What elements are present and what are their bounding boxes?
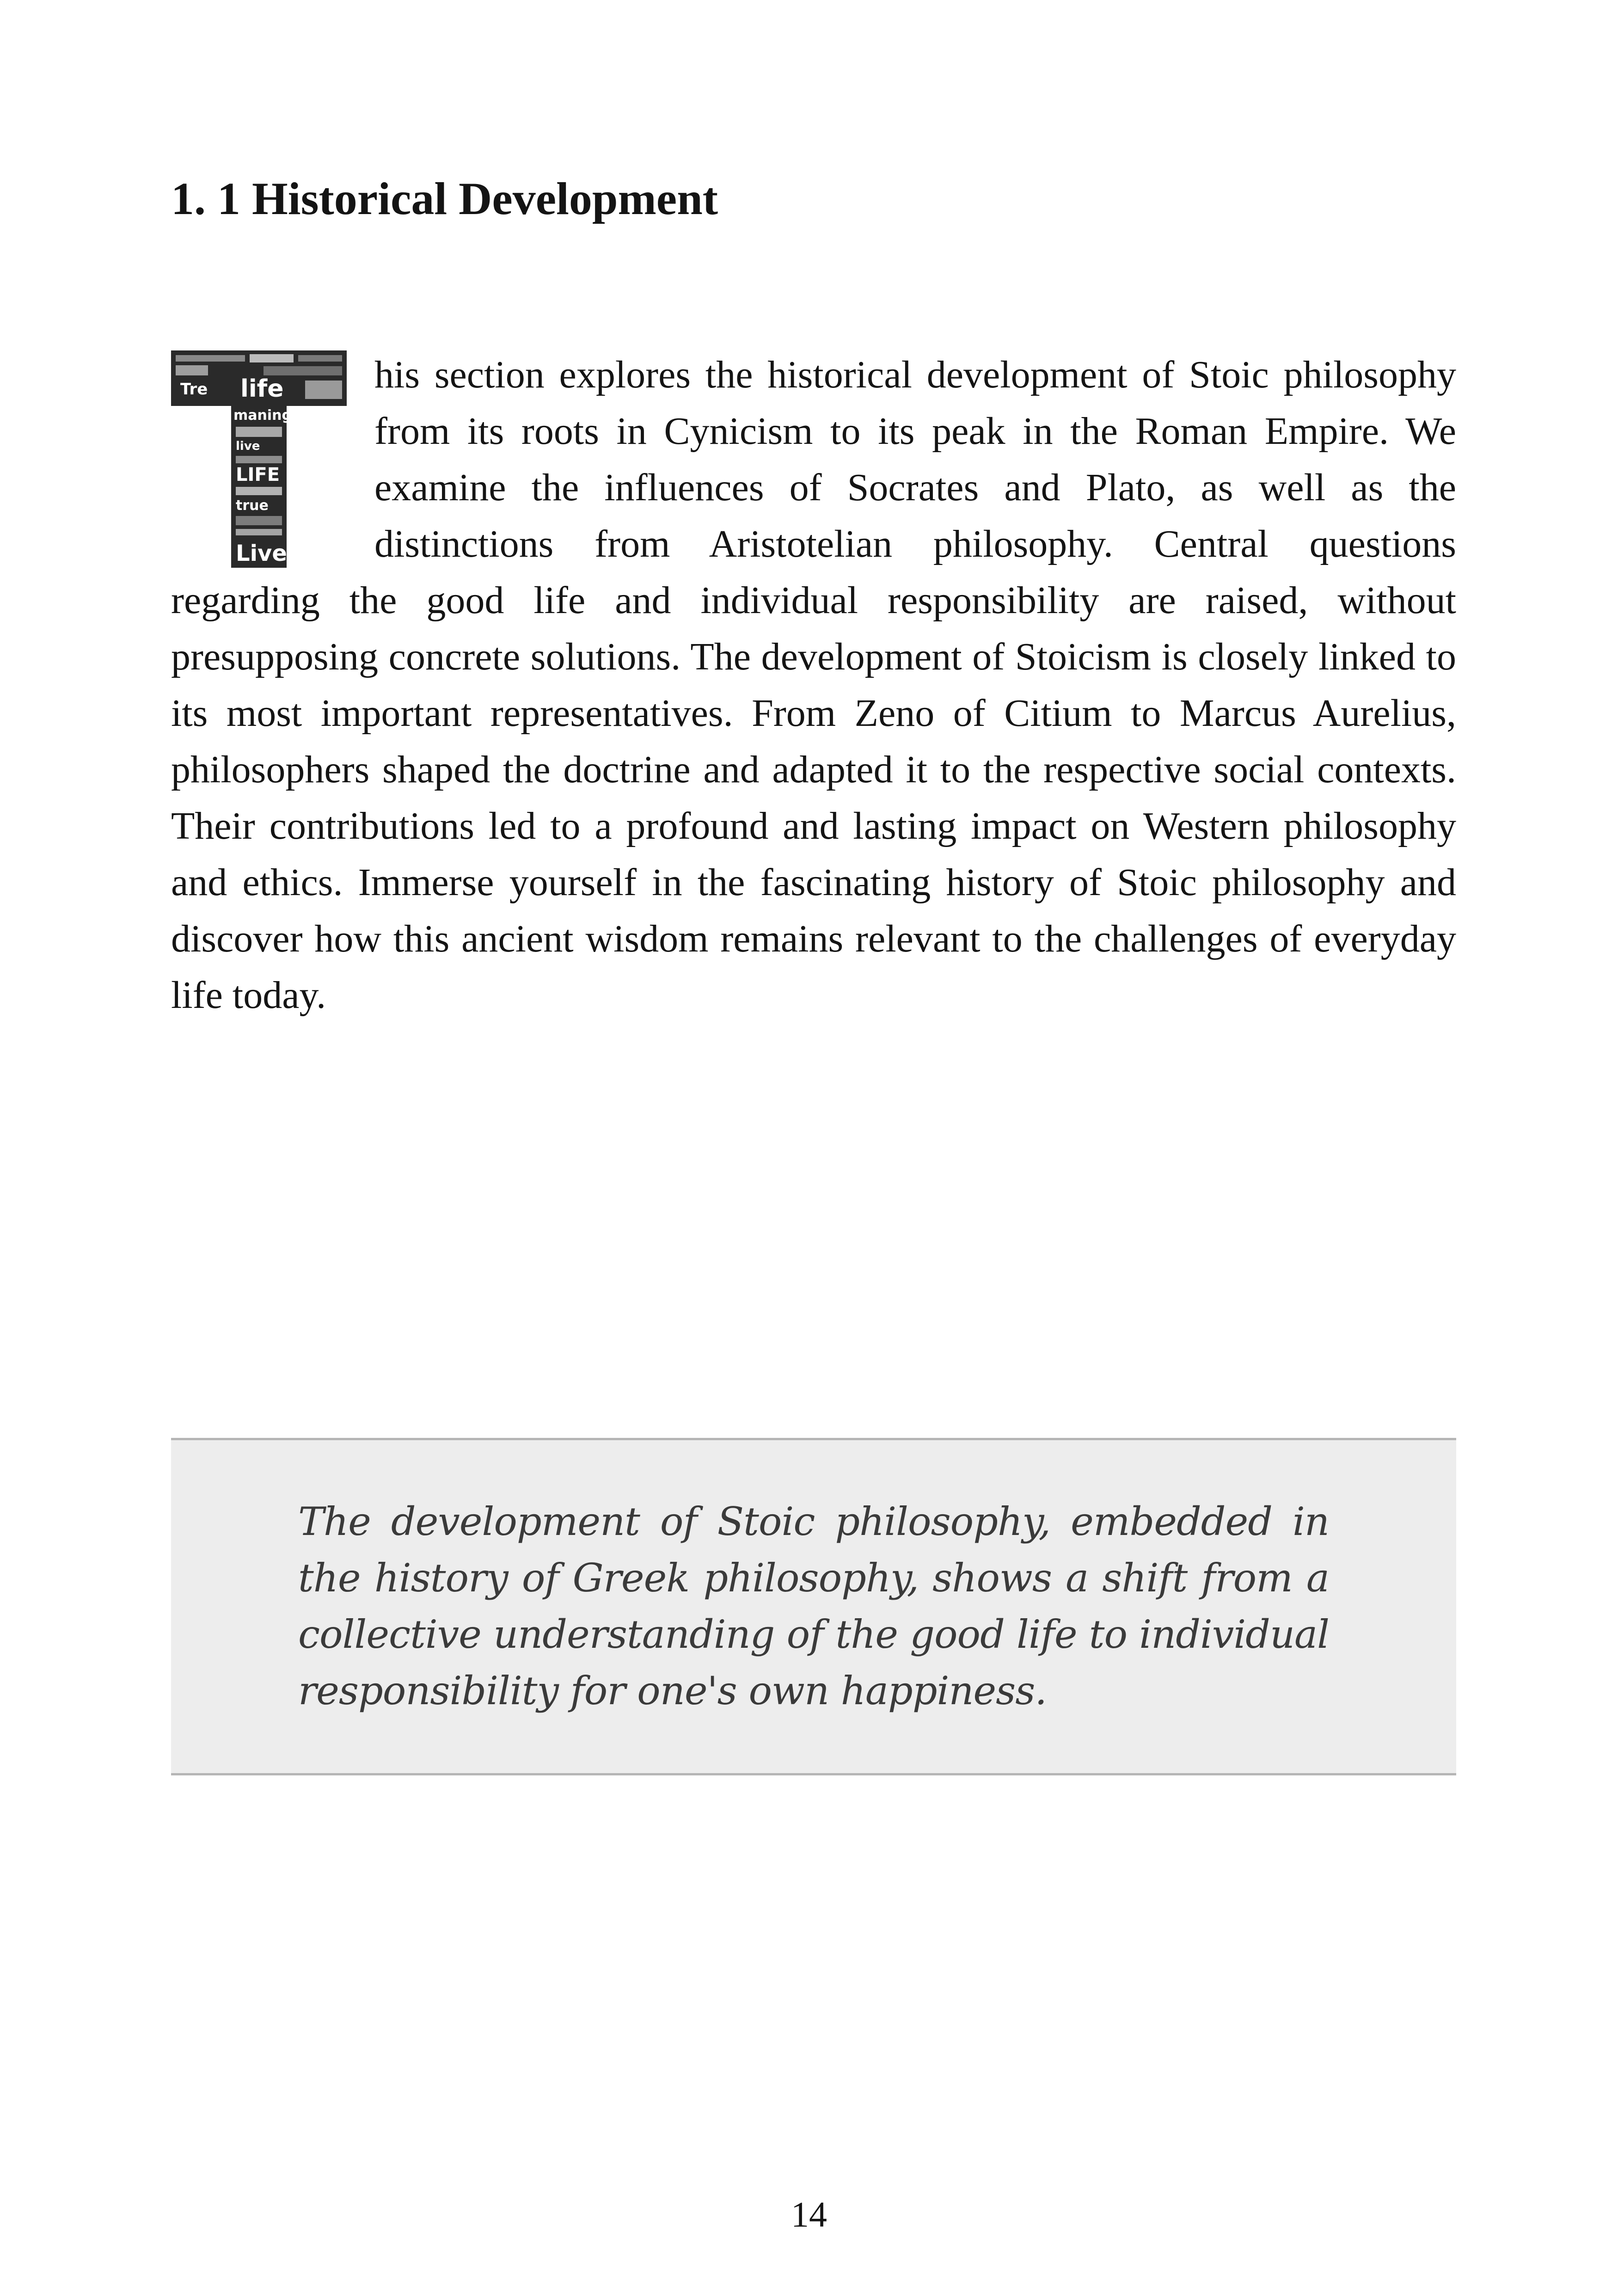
drop-cap-word-live: Live bbox=[236, 540, 287, 566]
body-paragraph bbox=[171, 347, 1456, 1024]
drop-cap-word-life-caps: LIFE bbox=[236, 464, 280, 485]
drop-cap-word-life: life bbox=[240, 375, 284, 403]
svg-text:Tre: Tre bbox=[180, 380, 208, 399]
body-paragraph-text: his section explores the historical development of Stoic philosophy from its roots in Cynicism to its peak in the Roman Empire. We examine the influences of Socrates and Plato, as well as the distinctions from Aristotelian philosophy. Central questions regarding the good life and individual responsibility are raised, without presupposing concrete solutions. The development of Stoicism is closely linked to its most important representatives. From Zeno of Citium to Marcus Aurelius, philosophers shaped the doctrine and adapted it to the respective social contexts. Their contributions led to a profound and lasting impact on Western philosophy and ethics. Immerse yourself in the fascinating history of Stoic philosophy and discover how this ancient wisdom remains relevant to the challenges of everyday life today. bbox=[171, 353, 1456, 1017]
section-heading: 1. 1 Historical Development bbox=[171, 173, 718, 224]
pull-quote-box bbox=[171, 1438, 1456, 1775]
pull-quote-text: The development of Stoic philosophy, embedded in the history of Greek philosophy, shows a shift from a collective understanding of the good life to individual responsibility for one's own happiness. bbox=[298, 1499, 1329, 1713]
page-number: 14 bbox=[791, 2194, 827, 2235]
svg-text:true: true bbox=[236, 497, 269, 514]
svg-text:live: live bbox=[236, 439, 260, 453]
drop-cap-space bbox=[171, 347, 374, 569]
drop-cap-word-maning: maning bbox=[233, 407, 292, 424]
